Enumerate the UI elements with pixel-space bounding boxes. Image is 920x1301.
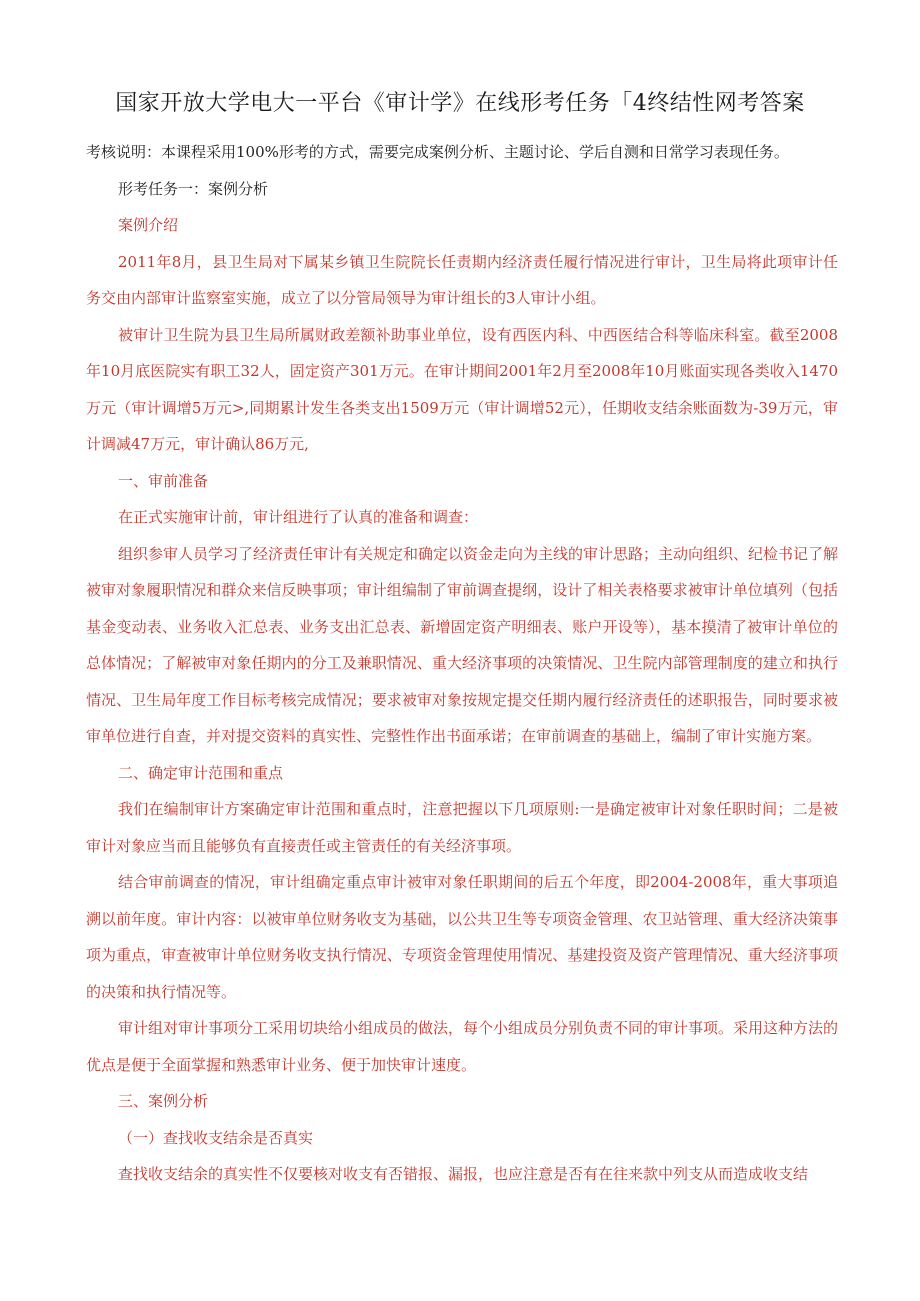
section3-heading: 三、案例分析 <box>118 1092 209 1110</box>
section3-subheading-1: （一）查找收支结余是否真实 <box>118 1128 314 1147</box>
assessment-intro: 考核说明：本课程采用100%形考的方式，需要完成案例分析、主题讨论、学后自测和日常学习表现任务。 <box>86 143 789 161</box>
section3-paragraph-1: 查找收支结余的真实性不仅要核对收支有否错报、漏报，也应注意是否有在往来款中列支从而造成收支结 <box>118 1165 809 1183</box>
section2-heading: 二、确定审计范围和重点 <box>118 763 284 782</box>
section2-paragraph-1: 我们在编制审计方案确定审计范围和重点时，注意把握以下几项原则:一是确定被审计对象任职时间；二是被审计对象应当而且能够负有直接责任或主管责任的有关经济事项。 <box>86 800 838 855</box>
section2-paragraph-2: 结合审前调查的情况，审计组确定重点审计被审对象任职期间的后五个年度，即2004-2008年，重大事项追溯以前年度。审计内容：以被审单位财务收支为基础，以公共卫生等专项资金管理、农卫站管理、重大经济决策事项为重点，审查被审计单位财务收支执行情况、专项资金管理使用情况、基建投资及资产管理情况、重大经济事项的决策和执行情况等。 <box>86 873 838 1001</box>
section2-paragraph-3: 审计组对审计事项分工采用切块给小组成员的做法，每个小组成员分别负责不同的审计事项。采用这种方法的优点是便于全面掌握和熟悉审计业务、便于加快审计速度。 <box>86 1019 839 1074</box>
section1-paragraph-1: 在正式实施审计前，审计组进行了认真的准备和调查： <box>118 508 479 526</box>
document-title: 国家开放大学电大一平台《审计学》在线形考任务「4终结性网考答案 <box>115 91 805 116</box>
document-body <box>86 134 838 1193</box>
section1-heading: 一、审前准备 <box>118 471 209 490</box>
case-heading: 案例介绍 <box>118 216 179 234</box>
task1-heading: 形考任务一：案例分析 <box>118 179 269 198</box>
case-paragraph-1: 2011年8月，县卫生局对下属某乡镇卫生院院长任责期内经济责任履行情况进行审计，卫生局将此项审计任务交由内部审计监察室实施，成立了以分管局领导为审计组长的3人审计小组。 <box>86 252 838 307</box>
section1-paragraph-2: 组织参审人员学习了经济责任审计有关规定和确定以资金走向为主线的审计思路；主动向组织、纪检书记了解被审对象履职情况和群众来信反映事项；审计组编制了审前调查提纲，设计了相关表格要求被审计单位填列（包括基金变动表、业务收入汇总表、业务支出汇总表、新增固定资产明细表、账户开设等），基本摸清了被审计单位的总体情况；了解被审对象任期内的分工及兼职情况、重大经济事项的决策情况、卫生院内部管理制度的建立和执行情况、卫生局年度工作目标考核完成情况；要求被审对象按规定提交任期内履行经济责任的述职报告，同时要求被审单位进行自查，并对提交资料的真实性、完整性作出书面承诺；在审前调查的基础上，编制了审计实施方案。 <box>86 544 839 745</box>
case-paragraph-2: 被审计卫生院为县卫生局所属财政差额补助事业单位，设有西医内科、中西医结合科等临床科室。截至2008年10月底医院实有职工32人，固定资产301万元。在审计期间2001年2月至2008年10月账面实现各类收入1470万元（审计调增5万元>,同期累计发生各类支出1509万元（审计调增52元），任期收支结余账面数为-39万元，审计调减47万元，审计确认86万元, <box>86 325 838 453</box>
